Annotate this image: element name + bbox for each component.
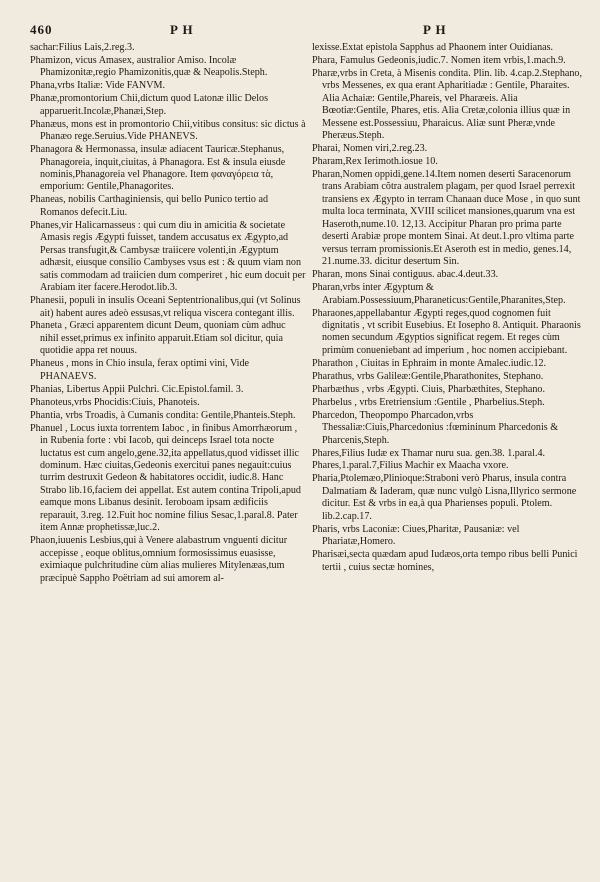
- running-header: [30, 22, 570, 40]
- dictionary-entry: Phanæus, mons est in promontorio Chii,vitibus consitus: sic dictus à Phanæo rege.Seruius.Vide PHANEVS.: [30, 118, 306, 143]
- dictionary-entry: Pharæ,vrbs in Creta, à Misenis condita. Plin. lib. 4.cap.2.Stephano, vrbs Messenes, ex qua erant Apharitiadæ : Gentile, Pharaites. Alia Achaiæ: Gentile,Phareis, vel Pharæeis. Alia Bœotiæ:Gentile, Phares, etis. Alia Cretæ,colonia illius quæ in Messene est.Possessiuu, Pharaicus. Aliæ sunt Pheræ,vnde Pheræus.Steph.: [312, 67, 582, 142]
- dictionary-entry: Phares,1.paral.7,Filius Machir ex Maacha vxore.: [312, 460, 509, 472]
- right-column: [312, 42, 582, 574]
- dictionary-entry: Pharbelus , vrbs Eretriensium :Gentile , Pharbelius.Steph.: [312, 396, 545, 408]
- dictionary-entry: Pharam,Rex Ierimoth.iosue 10.: [312, 156, 438, 168]
- dictionary-entry: Phana,vrbs Italiæ: Vide FANVM.: [30, 80, 165, 92]
- dictionary-entry: Pharan,vrbs inter Ægyptum & Arabiam.Possessiuum,Pharaneticus:Gentile,Pharanites,Step.: [312, 282, 566, 306]
- dictionary-entry: lexisse.Extat epistola Sapphus ad Phaonem inter Ouidianas.: [312, 42, 554, 53]
- dictionary-entry: Phanoteus,vrbs Phocidis:Ciuis, Phanoteis.: [30, 396, 200, 408]
- dictionary-entry: Phaneta , Græci apparentem dicunt Deum, quoniam cùm adhuc nihil esset,primus ex infinito apparuit.Etiam sol dicitur, quia quotidie appa ret nouus.: [30, 320, 286, 357]
- dictionary-entry: Phanes,vir Halicarnasseus : qui cum diu in amicitia & societate Amasis regis Ægypti fuisset, tandem accusatus ex Ægypto,ad Persas transfugit,& Cambysæ traiicere volenti,in Ægyptum adhæsit, eiusque consilio Cambyses vsus est : & quum viam non satis commodam ad traiicien dum comperiret , hic eum docuit per Arabiam iter facere.Herodot.lib.3.: [30, 219, 306, 294]
- dictionary-entry: Phantia, vrbs Troadis, à Cumanis condita: Gentile,Phanteis.Steph.: [30, 409, 296, 421]
- dictionary-entry: Pharisæi,secta quædam apud Iudæos,orta tempo ribus belli Punici tertii , cuius sectæ homines,: [312, 549, 578, 573]
- dictionary-entry: Pharaones,appellabantur Ægypti reges,quod cognomen fuit dignitatis , vt scribit Eusebius. Et Iosepho 8. Antiquit. Pharaonis nomen secundum Ægyptios significat regem. Et reges cùm primùm conueniebant ad imperium , hoc nomen accipiebant.: [312, 307, 581, 356]
- dictionary-entry: Pharai, Nomen viri,2.reg.23.: [312, 143, 428, 155]
- dictionary-entry: Phanuel , Locus iuxta torrentem Iaboc , in finibus Amorrhæorum , in Rubenia forte : vbi Iacob, qui deinceps Israel tota nocte luctatus est cum angelo,gene.32,ita appellatus,quod vidisset illic dominum. Hæc ciuitas,Gedeonis exercitui panes negauit:cuius turrim destruxit Gedeon & habitatores occidit, iudic.8. Hanc Strabo lib.16,faciem dei appellat. Est autem contina Tripoli,apud eamque mons Libanus desinit. Ieroboam ipsam ædificiis reparauit, 3.reg. 12.Fuit hoc nomine filius Sesac,1.paral.8. Pater item Annæ prophetissæ,luc.2.: [30, 422, 301, 534]
- dictionary-entry: Pharan,Nomen oppidi,gene.14.Item nomen deserti Saracenorum trans Arabiam cõtra australem plagam, per quod Israel perrexit transiens ex Ægypto in terram Chanaan duce Mose , in quo sunt multa loca terminata, XVIII scilicet mansiones,quarum vna est Haseroth,nume.10. 12,13. Accipitur Pharan pro prima parte deserti Arabiæ prope montem Sinai. At deut.1.pro vltima parte versus terram promissionis.Et Aseroth est in medio, genes.14, 21.nume.33. dicitur desertum Sin.: [312, 169, 581, 268]
- dictionary-entry: Phanagora & Hermonassa, insulæ adiacent Tauricæ.Stephanus, Phanagoreia, inquit,ciuitas, à Phanagora. Est & insula eiusde nominis,Phanagoreia vel Phanagore. Item φαναγόρεια τὰ, emporium: Gentile,Phanagorites.: [30, 144, 286, 193]
- left-column: [30, 42, 306, 585]
- dictionary-entry: Phares,Filius Iudæ ex Thamar nuru sua. gen.38. 1.paral.4.: [312, 447, 546, 459]
- dictionary-entry: sachar:Filius Lais,2.reg.3.: [30, 42, 135, 53]
- dictionary-entry: Pharis, vrbs Laconiæ: Ciues,Pharitæ, Pausaniæ: vel Phariatæ,Homero.: [312, 523, 520, 548]
- header-letters-left: P H: [170, 22, 194, 37]
- dictionary-entry: Pharan, mons Sinai contiguus. abac.4.deut.33.: [312, 269, 499, 281]
- dictionary-entry: Phaneus , mons in Chio insula, ferax optimi vini, Vide PHANAEVS.: [30, 358, 250, 382]
- dictionary-entry: Pharathus, vrbs Galileæ:Gentile,Pharathonites, Stephano.: [312, 370, 544, 382]
- dictionary-entry: Phanesii, populi in insulis Oceani Septentrionalibus,qui (vt Solinus ait) habent aures adeò essusas,vt reliqua viscera contegant illis.: [30, 295, 301, 319]
- dictionary-entry: Phanias, Libertus Appii Pulchri. Cic.Epistol.famil. 3.: [30, 383, 244, 395]
- dictionary-entry: Phaneas, nobilis Carthaginiensis, qui bello Punico tertio ad Romanos defecit.Liu.: [30, 194, 269, 218]
- page-number: 460: [30, 22, 53, 37]
- dictionary-entry: Pharia,Ptolemæo,Plinioque:Straboni verò Pharus, insula contra Dalmatiam & Iaderam, quæ nunc vulgò Lisna,Illyrico sermone dicitur. Est & vrbs in ea,à qua Pharienses populi. Ptolem. lib.2.cap.17.: [312, 473, 577, 522]
- dictionary-entry: Pharcedon, Theopompo Pharcadon,vrbs Thessaliæ:Ciuis,Pharcedonius :fœmininum Pharcedonis & Pharcenis,Steph.: [312, 409, 559, 446]
- dictionary-entry: Phaon,iuuenis Lesbius,qui à Venere alabastrum vnguenti dicitur accepisse , eoque oblitus,omnium formosissimus euasisse, eximiaque pulchritudine cùm alias mulieres Mitylenæas,tum præcipuè Sappho Poëtriam ad sui amorem al-: [30, 535, 288, 584]
- header-letters-right: P H: [423, 22, 447, 37]
- dictionary-entry: Phara, Famulus Gedeonis,iudic.7. Nomen item vrbis,1.mach.9.: [312, 54, 566, 66]
- dictionary-entry: Pharathon , Ciuitas in Ephraim in monte Amalec.iudic.12.: [312, 357, 547, 369]
- dictionary-entry: Phanæ,promontorium Chii,dictum quod Latonæ illic Delos apparuerit.Incolæ,Phanæi,Step.: [30, 93, 269, 117]
- dictionary-entry: Pharbæthus , vrbs Ægypti. Ciuis, Pharbæthites, Stephano.: [312, 383, 546, 395]
- dictionary-entry: Phamizon, vicus Amasex, australior Amiso. Incolæ Phamizonitæ,regio Phamizonitis,quæ & Neapolis.Steph.: [30, 54, 268, 79]
